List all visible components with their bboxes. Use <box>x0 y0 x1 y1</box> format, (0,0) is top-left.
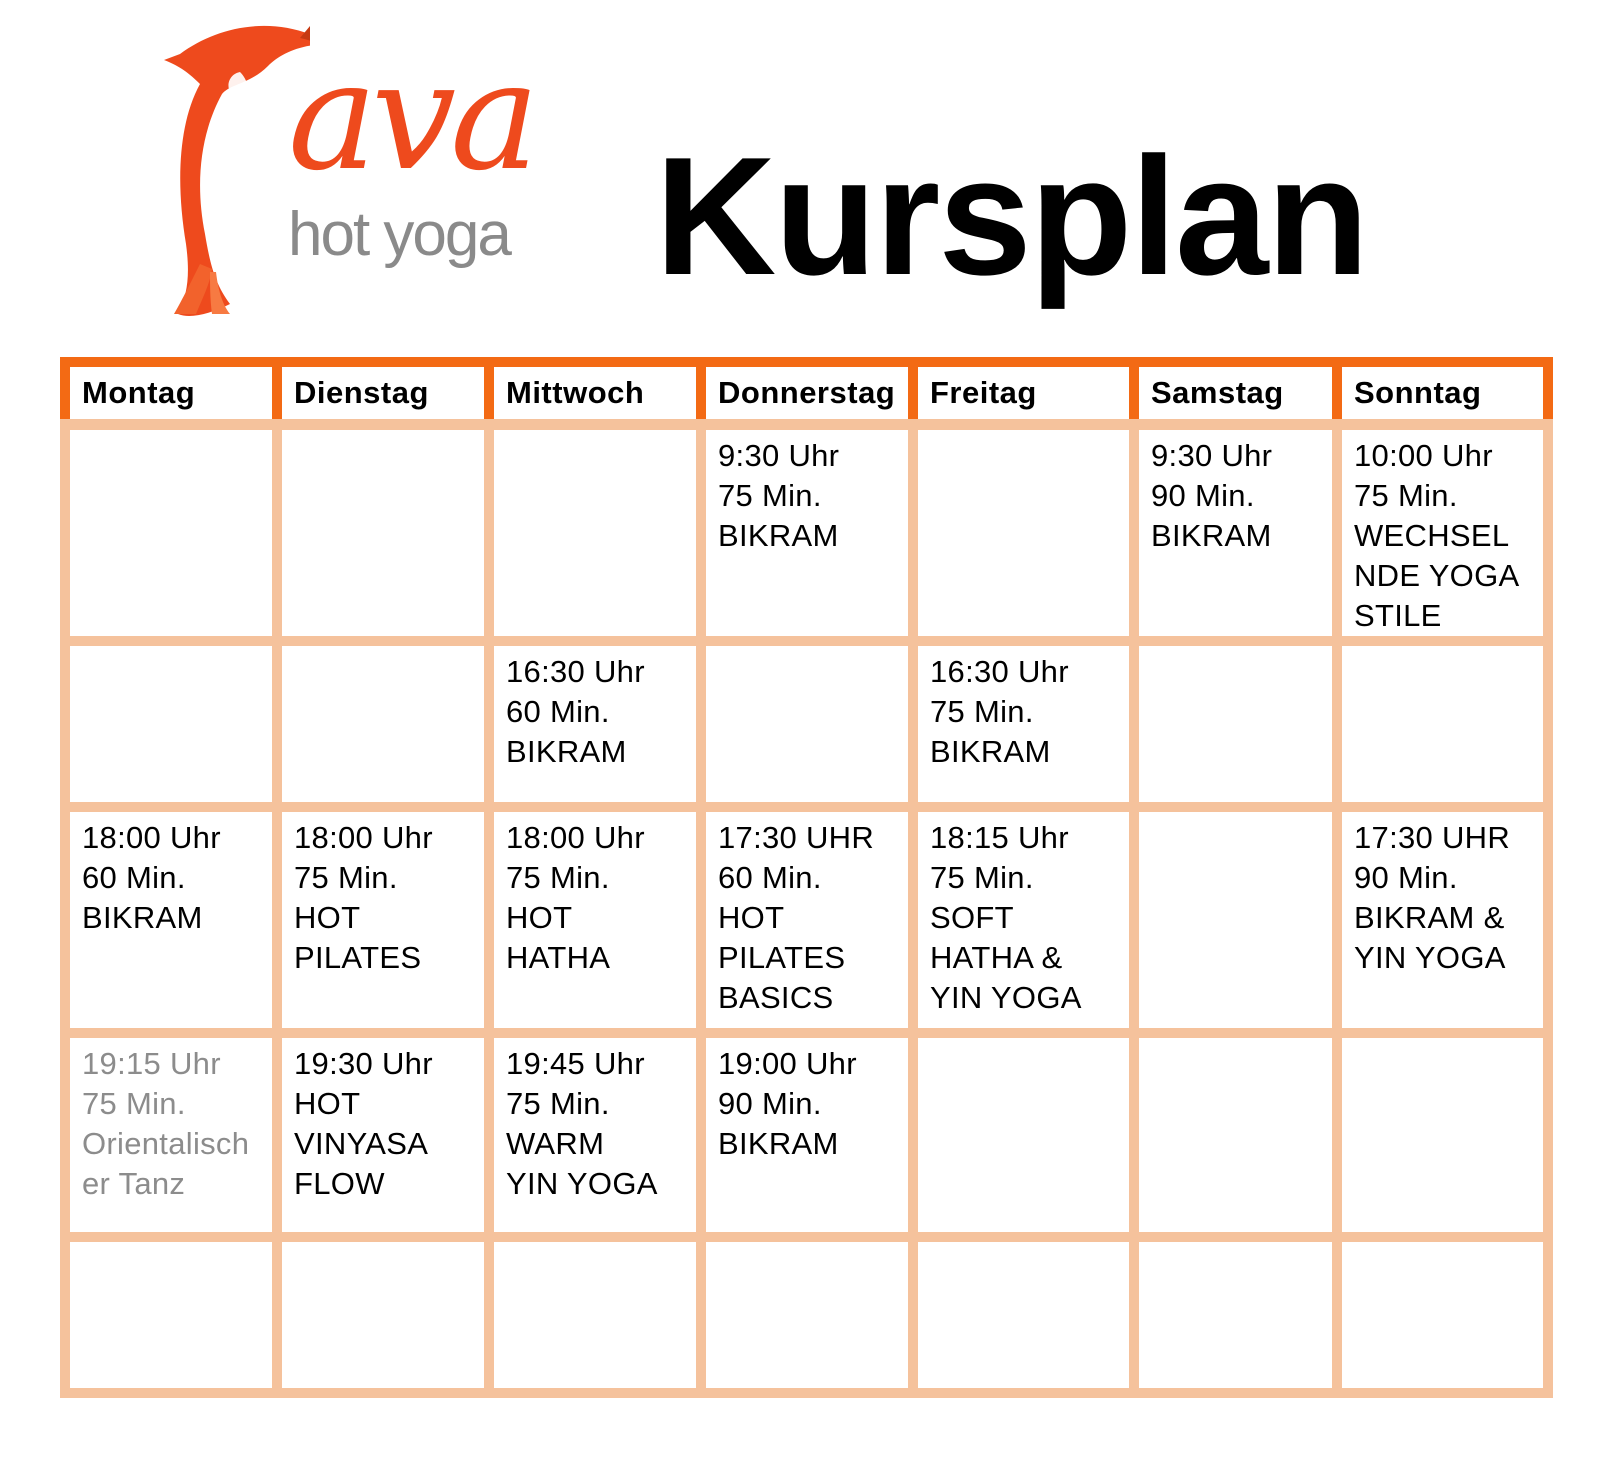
class-slot-line: 16:30 Uhr <box>930 654 1069 689</box>
class-slot-line: HOT <box>294 1086 361 1121</box>
class-slot-donnerstag <box>701 1033 913 1237</box>
class-slot-mittwoch <box>489 807 701 1033</box>
brand-subtitle: hot yoga <box>288 200 510 269</box>
class-slot-freitag <box>913 1033 1134 1237</box>
class-slot-donnerstag <box>701 1237 913 1393</box>
class-slot-line: 18:15 Uhr <box>930 820 1069 855</box>
class-slot-line: 19:30 Uhr <box>294 1046 433 1081</box>
class-slot-line: BIKRAM <box>930 734 1051 769</box>
class-slot-sonntag <box>1337 807 1548 1033</box>
schedule-row <box>65 425 1548 642</box>
class-slot-line: 75 Min. <box>930 694 1034 729</box>
day-header-montag: Montag <box>65 362 277 425</box>
schedule-row <box>65 807 1548 1033</box>
class-slot-sonntag <box>1337 641 1548 807</box>
class-slot-line: 18:00 Uhr <box>294 820 433 855</box>
class-slot-line: HATHA <box>506 940 611 975</box>
class-slot-samstag <box>1134 425 1337 642</box>
class-slot-montag <box>65 641 277 807</box>
page-title: Kursplan <box>655 122 1368 310</box>
class-slot-line: 75 Min. <box>930 860 1034 895</box>
class-slot-dienstag <box>277 425 489 642</box>
class-slot-samstag <box>1134 1237 1337 1393</box>
class-slot-line: BIKRAM <box>82 900 203 935</box>
class-slot-montag <box>65 807 277 1033</box>
schedule-row <box>65 1033 1548 1237</box>
class-slot-freitag <box>913 641 1134 807</box>
class-slot-sonntag <box>1337 1237 1548 1393</box>
class-slot-line: er Tanz <box>82 1166 186 1201</box>
day-header-mittwoch: Mittwoch <box>489 362 701 425</box>
class-slot-line: 19:00 Uhr <box>718 1046 857 1081</box>
class-slot-line: BIKRAM <box>718 518 839 553</box>
class-slot-line: 10:00 Uhr <box>1354 438 1493 473</box>
class-slot-line: WECHSEL <box>1354 518 1510 553</box>
class-slot-freitag <box>913 1237 1134 1393</box>
class-slot-line: 18:00 Uhr <box>506 820 645 855</box>
day-header-samstag: Samstag <box>1134 362 1337 425</box>
class-slot-line: FLOW <box>294 1166 385 1201</box>
class-slot-donnerstag <box>701 425 913 642</box>
class-slot-line: 75 Min. <box>718 478 822 513</box>
class-slot-line: 90 Min. <box>1354 860 1458 895</box>
brand-logo <box>160 14 540 324</box>
class-slot-line: 9:30 Uhr <box>1151 438 1273 473</box>
day-header-freitag: Freitag <box>913 362 1134 425</box>
class-slot-line: 75 Min. <box>82 1086 186 1121</box>
class-slot-montag <box>65 1033 277 1237</box>
class-slot-line: 75 Min. <box>294 860 398 895</box>
class-slot-donnerstag <box>701 807 913 1033</box>
class-slot-line: 90 Min. <box>1151 478 1255 513</box>
class-slot-samstag <box>1134 641 1337 807</box>
class-slot-line: BIKRAM & <box>1354 900 1505 935</box>
class-slot-line: 9:30 Uhr <box>718 438 840 473</box>
class-slot-sonntag <box>1337 425 1548 642</box>
class-slot-line: YIN YOGA <box>1354 940 1506 975</box>
class-slot-dienstag <box>277 641 489 807</box>
class-slot-dienstag <box>277 1033 489 1237</box>
class-slot-line: PILATES <box>294 940 422 975</box>
class-slot-montag <box>65 1237 277 1393</box>
class-slot-donnerstag <box>701 641 913 807</box>
class-slot-line: 17:30 UHR <box>718 820 875 855</box>
class-slot-line: HOT <box>294 900 361 935</box>
class-slot-line: BIKRAM <box>718 1126 839 1161</box>
schedule-table <box>60 357 1553 1398</box>
class-slot-line: 18:00 Uhr <box>82 820 221 855</box>
brand-script-text: ava <box>288 30 534 204</box>
class-slot-line: BIKRAM <box>506 734 627 769</box>
day-header-sonntag: Sonntag <box>1337 362 1548 425</box>
day-header-donnerstag: Donnerstag <box>701 362 913 425</box>
class-slot-line: HOT <box>506 900 573 935</box>
schedule-row <box>65 641 1548 807</box>
class-slot-line: NDE YOGA <box>1354 558 1520 593</box>
class-slot-line: 75 Min. <box>506 1086 610 1121</box>
class-slot-line: BIKRAM <box>1151 518 1272 553</box>
class-slot-mittwoch <box>489 641 701 807</box>
class-slot-freitag <box>913 425 1134 642</box>
class-slot-line: HATHA & <box>930 940 1063 975</box>
class-slot-line: HOT <box>718 900 785 935</box>
class-slot-line: STILE <box>1354 598 1442 633</box>
class-slot-mittwoch <box>489 425 701 642</box>
class-slot-line: 75 Min. <box>506 860 610 895</box>
class-slot-line: PILATES <box>718 940 846 975</box>
class-slot-dienstag <box>277 1237 489 1393</box>
class-slot-line: 19:15 Uhr <box>82 1046 221 1081</box>
class-slot-line: 19:45 Uhr <box>506 1046 645 1081</box>
class-slot-line: 16:30 Uhr <box>506 654 645 689</box>
class-slot-line: BASICS <box>718 980 834 1015</box>
class-slot-samstag <box>1134 807 1337 1033</box>
class-slot-samstag <box>1134 1033 1337 1237</box>
class-slot-line: YIN YOGA <box>930 980 1082 1015</box>
class-slot-montag <box>65 425 277 642</box>
class-slot-line: 17:30 UHR <box>1354 820 1511 855</box>
class-slot-line: Orientalisch <box>82 1126 250 1161</box>
class-slot-sonntag <box>1337 1033 1548 1237</box>
class-slot-line: VINYASA <box>294 1126 429 1161</box>
day-header-dienstag: Dienstag <box>277 362 489 425</box>
class-slot-line: WARM <box>506 1126 605 1161</box>
class-slot-mittwoch <box>489 1033 701 1237</box>
class-slot-line: 60 Min. <box>82 860 186 895</box>
class-slot-line: SOFT <box>930 900 1014 935</box>
class-slot-line: YIN YOGA <box>506 1166 658 1201</box>
class-slot-line: 75 Min. <box>1354 478 1458 513</box>
schedule-header-row <box>65 362 1548 425</box>
class-slot-freitag <box>913 807 1134 1033</box>
class-slot-line: 60 Min. <box>506 694 610 729</box>
class-slot-mittwoch <box>489 1237 701 1393</box>
class-slot-line: 60 Min. <box>718 860 822 895</box>
class-slot-line: 90 Min. <box>718 1086 822 1121</box>
schedule-row <box>65 1237 1548 1393</box>
class-slot-dienstag <box>277 807 489 1033</box>
